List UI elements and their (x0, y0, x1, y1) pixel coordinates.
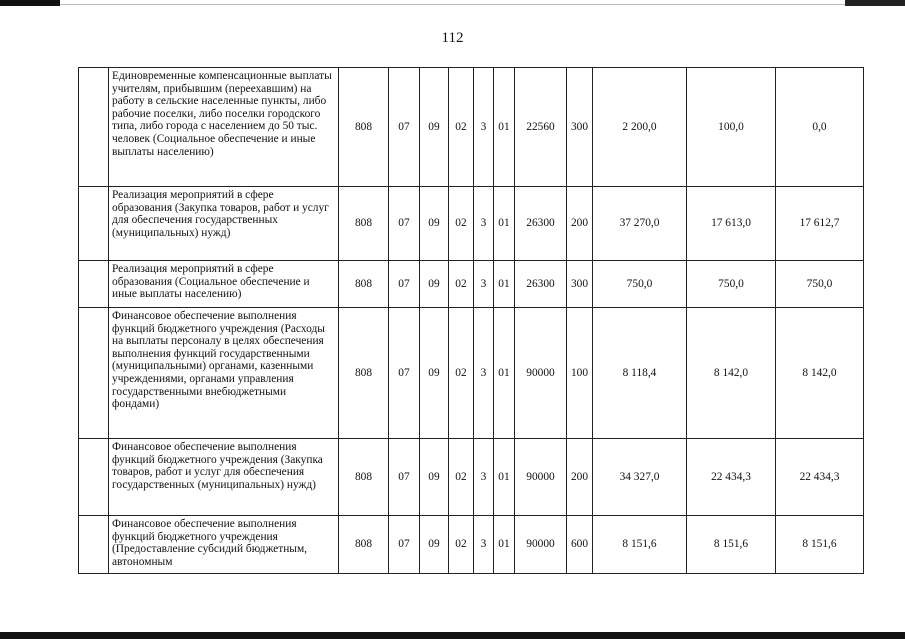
vr-cell: 200 (567, 187, 593, 261)
main-event-cell: 01 (494, 308, 515, 439)
program-cell: 02 (449, 308, 474, 439)
vr-cell: 600 (567, 516, 593, 574)
gr-cell: 808 (339, 261, 389, 308)
subprogram-cell: 3 (474, 68, 494, 187)
direction-cell: 26300 (515, 187, 567, 261)
subprogram-cell: 3 (474, 439, 494, 516)
rz-cell: 07 (389, 516, 420, 574)
pr-cell: 09 (420, 516, 449, 574)
rz-cell: 07 (389, 439, 420, 516)
main-event-cell: 01 (494, 439, 515, 516)
subprogram-cell: 3 (474, 261, 494, 308)
vr-cell: 200 (567, 439, 593, 516)
pr-cell: 09 (420, 68, 449, 187)
sum-2-cell: 17 613,0 (687, 187, 776, 261)
main-event-cell: 01 (494, 516, 515, 574)
sum-1-cell: 750,0 (593, 261, 687, 308)
direction-cell: 22560 (515, 68, 567, 187)
sum-1-cell: 8 118,4 (593, 308, 687, 439)
table-row (79, 68, 864, 187)
row-number-cell (79, 261, 109, 308)
direction-cell: 90000 (515, 516, 567, 574)
sum-1-cell: 2 200,0 (593, 68, 687, 187)
sum-3-cell: 0,0 (776, 68, 864, 187)
rz-cell: 07 (389, 68, 420, 187)
row-number-cell (79, 68, 109, 187)
main-event-cell: 01 (494, 187, 515, 261)
sum-1-cell: 37 270,0 (593, 187, 687, 261)
gr-cell: 808 (339, 68, 389, 187)
vr-cell: 300 (567, 261, 593, 308)
table-row (79, 516, 864, 574)
program-cell: 02 (449, 516, 474, 574)
subprogram-cell: 3 (474, 516, 494, 574)
scan-bottom-edge (0, 632, 905, 639)
description-cell: Реализация мероприятий в сфере образования (Социальное обеспечение и иные выплаты населению) (109, 261, 339, 308)
main-event-cell: 01 (494, 68, 515, 187)
vr-cell: 100 (567, 308, 593, 439)
sum-3-cell: 8 142,0 (776, 308, 864, 439)
row-number-cell (79, 439, 109, 516)
subprogram-cell: 3 (474, 308, 494, 439)
description-cell: Финансовое обеспечение выполнения функций бюджетного учреждения (Предоставление субсидий бюджетным, автономным (109, 516, 339, 574)
row-number-cell (79, 187, 109, 261)
description-cell: Единовременные компенсационные выплаты учителям, прибывшим (переехавшим) на работу в сельские населенные пункты, либо рабочие поселки, либо поселки городского типа, либо города с населением до 50 тыс. человек (Социальное обеспечение и иные выплаты населению) (109, 68, 339, 187)
gr-cell: 808 (339, 308, 389, 439)
program-cell: 02 (449, 439, 474, 516)
program-cell: 02 (449, 68, 474, 187)
pr-cell: 09 (420, 439, 449, 516)
pr-cell: 09 (420, 308, 449, 439)
budget-table (78, 67, 864, 574)
row-number-cell (79, 308, 109, 439)
table-row (79, 187, 864, 261)
program-cell: 02 (449, 187, 474, 261)
sum-2-cell: 8 151,6 (687, 516, 776, 574)
sum-2-cell: 750,0 (687, 261, 776, 308)
gr-cell: 808 (339, 439, 389, 516)
row-number-cell (79, 516, 109, 574)
scan-top-edge (0, 0, 905, 6)
program-cell: 02 (449, 261, 474, 308)
table-row (79, 439, 864, 516)
sum-2-cell: 22 434,3 (687, 439, 776, 516)
direction-cell: 90000 (515, 308, 567, 439)
rz-cell: 07 (389, 261, 420, 308)
table-row (79, 308, 864, 439)
description-cell: Финансовое обеспечение выполнения функций бюджетного учреждения (Закупка товаров, работ и услуг для обеспечения государственных (муниципальных) нужд) (109, 439, 339, 516)
sum-2-cell: 8 142,0 (687, 308, 776, 439)
gr-cell: 808 (339, 187, 389, 261)
sum-1-cell: 34 327,0 (593, 439, 687, 516)
page-number: 112 (441, 30, 464, 46)
rz-cell: 07 (389, 308, 420, 439)
rz-cell: 07 (389, 187, 420, 261)
direction-cell: 26300 (515, 261, 567, 308)
sum-3-cell: 750,0 (776, 261, 864, 308)
sum-3-cell: 22 434,3 (776, 439, 864, 516)
description-cell: Финансовое обеспечение выполнения функций бюджетного учреждения (Расходы на выплаты персоналу в целях обеспечения выполнения функций государственными (муниципальными) органами, казенными учреждениями, органами управления государственными внебюджетными фондами) (109, 308, 339, 439)
sum-3-cell: 8 151,6 (776, 516, 864, 574)
sum-3-cell: 17 612,7 (776, 187, 864, 261)
subprogram-cell: 3 (474, 187, 494, 261)
table-row (79, 261, 864, 308)
scan-top-line (60, 4, 845, 5)
sum-1-cell: 8 151,6 (593, 516, 687, 574)
description-cell: Реализация мероприятий в сфере образования (Закупка товаров, работ и услуг для обеспечения государственных (муниципальных) нужд) (109, 187, 339, 261)
pr-cell: 09 (420, 261, 449, 308)
pr-cell: 09 (420, 187, 449, 261)
main-event-cell: 01 (494, 261, 515, 308)
vr-cell: 300 (567, 68, 593, 187)
direction-cell: 90000 (515, 439, 567, 516)
gr-cell: 808 (339, 516, 389, 574)
sum-2-cell: 100,0 (687, 68, 776, 187)
